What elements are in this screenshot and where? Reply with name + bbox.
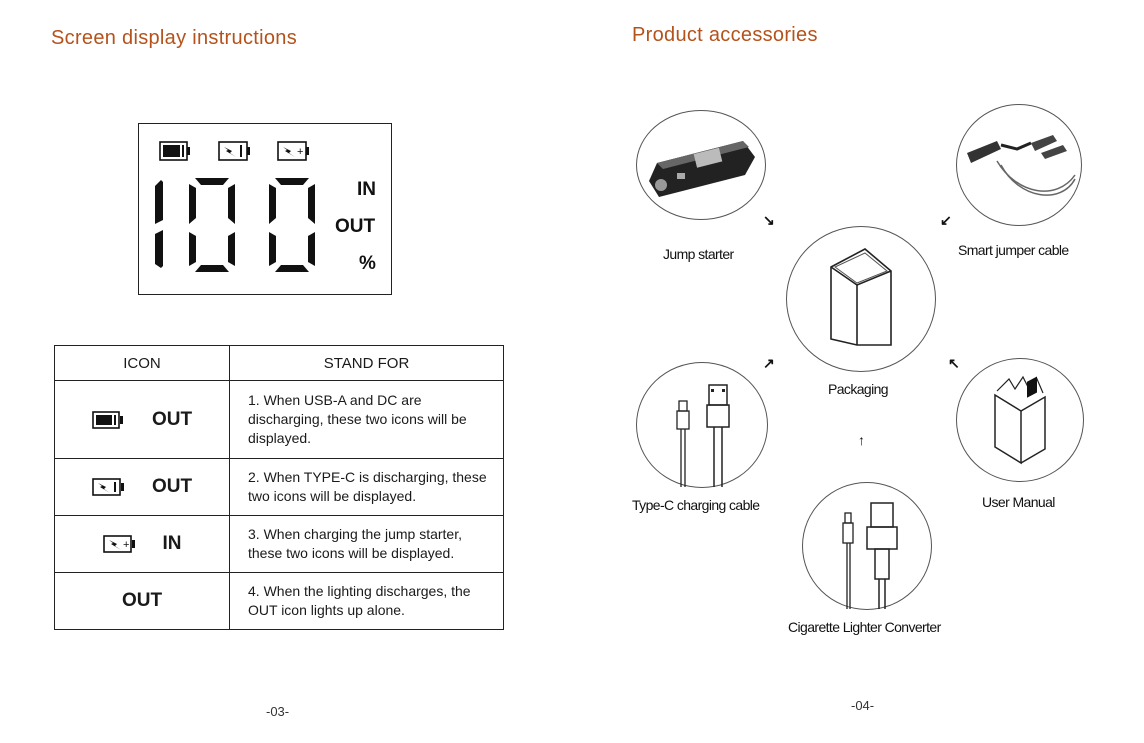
description-cell: 3. When charging the jump starter, these two icons will be displayed. (230, 516, 504, 573)
battery-plug-icon (219, 142, 250, 160)
page-number: -04- (851, 698, 875, 713)
arrow-icon: ↗ (763, 355, 775, 371)
battery-plug-icon (92, 477, 126, 497)
description-cell: 4. When the lighting discharges, the OUT icon lights up alone. (230, 573, 504, 630)
icon-cell (55, 516, 230, 573)
icon-meaning-table (54, 345, 504, 630)
out-label: OUT (121, 590, 163, 611)
right-page (572, 0, 1144, 743)
lcd-out-label: OUT (335, 216, 376, 237)
jumper-clamp-icon (957, 105, 1083, 227)
description-cell: 2. When TYPE-C is discharging, these two icons will be displayed. (230, 459, 504, 516)
icon-cell (55, 573, 230, 630)
cigarette-converter-label: Cigarette Lighter Converter (788, 619, 941, 635)
lcd-percent-label: % (359, 253, 376, 274)
table-header-row (55, 346, 504, 381)
packaging-image (786, 226, 936, 372)
out-label: OUT (151, 408, 193, 430)
svg-text:+: + (122, 539, 129, 551)
lcd-digit-1 (155, 180, 163, 268)
full-battery-icon (92, 410, 126, 430)
jump-starter-label: Jump starter (663, 246, 734, 262)
typec-cable-image (636, 362, 768, 488)
smart-cable-label: Smart jumper cable (958, 242, 1069, 258)
smart-cable-image (956, 104, 1082, 226)
lcd-in-label: IN (357, 179, 376, 200)
user-manual-label: User Manual (982, 494, 1055, 510)
user-manual-image (956, 358, 1084, 482)
arrow-icon: ↖ (948, 355, 960, 371)
book-icon (957, 359, 1085, 483)
battery-plug-plus-icon (103, 534, 137, 554)
usb-cable-icon (637, 363, 769, 489)
table-row (55, 381, 504, 459)
lcd-digit-0b (269, 178, 315, 272)
table-row (55, 459, 504, 516)
packaging-label: Packaging (828, 381, 888, 397)
section-heading: Product accessories (632, 24, 818, 46)
table-row (55, 516, 504, 573)
cigarette-converter-image (802, 482, 932, 610)
icon-cell (55, 459, 230, 516)
table-row (55, 573, 504, 630)
out-label: OUT (151, 476, 193, 497)
arrow-icon: ↙ (940, 212, 952, 228)
full-battery-icon (160, 142, 190, 160)
lcd-digit-0a (189, 178, 235, 272)
svg-text:+: + (297, 146, 304, 158)
jump-starter-icon (637, 111, 767, 221)
page-number: -03- (266, 704, 290, 719)
typec-cable-label: Type-C charging cable (632, 497, 760, 513)
section-heading: Screen display instructions (51, 27, 297, 49)
description-cell: 1. When USB-A and DC are discharging, these two icons will be displayed. (230, 381, 504, 459)
car-charger-icon (803, 483, 933, 611)
arrow-icon: ↑ (858, 432, 865, 448)
box-icon (787, 227, 937, 373)
table-header-icon: ICON (55, 346, 230, 381)
lcd-display-illustration (138, 123, 392, 295)
in-label: IN (162, 533, 182, 554)
battery-plug-plus-icon (278, 142, 309, 160)
table-header-stand-for: STAND FOR (230, 346, 504, 381)
jump-starter-image (636, 110, 766, 220)
icon-cell (55, 381, 230, 459)
arrow-icon: ↘ (763, 212, 775, 228)
